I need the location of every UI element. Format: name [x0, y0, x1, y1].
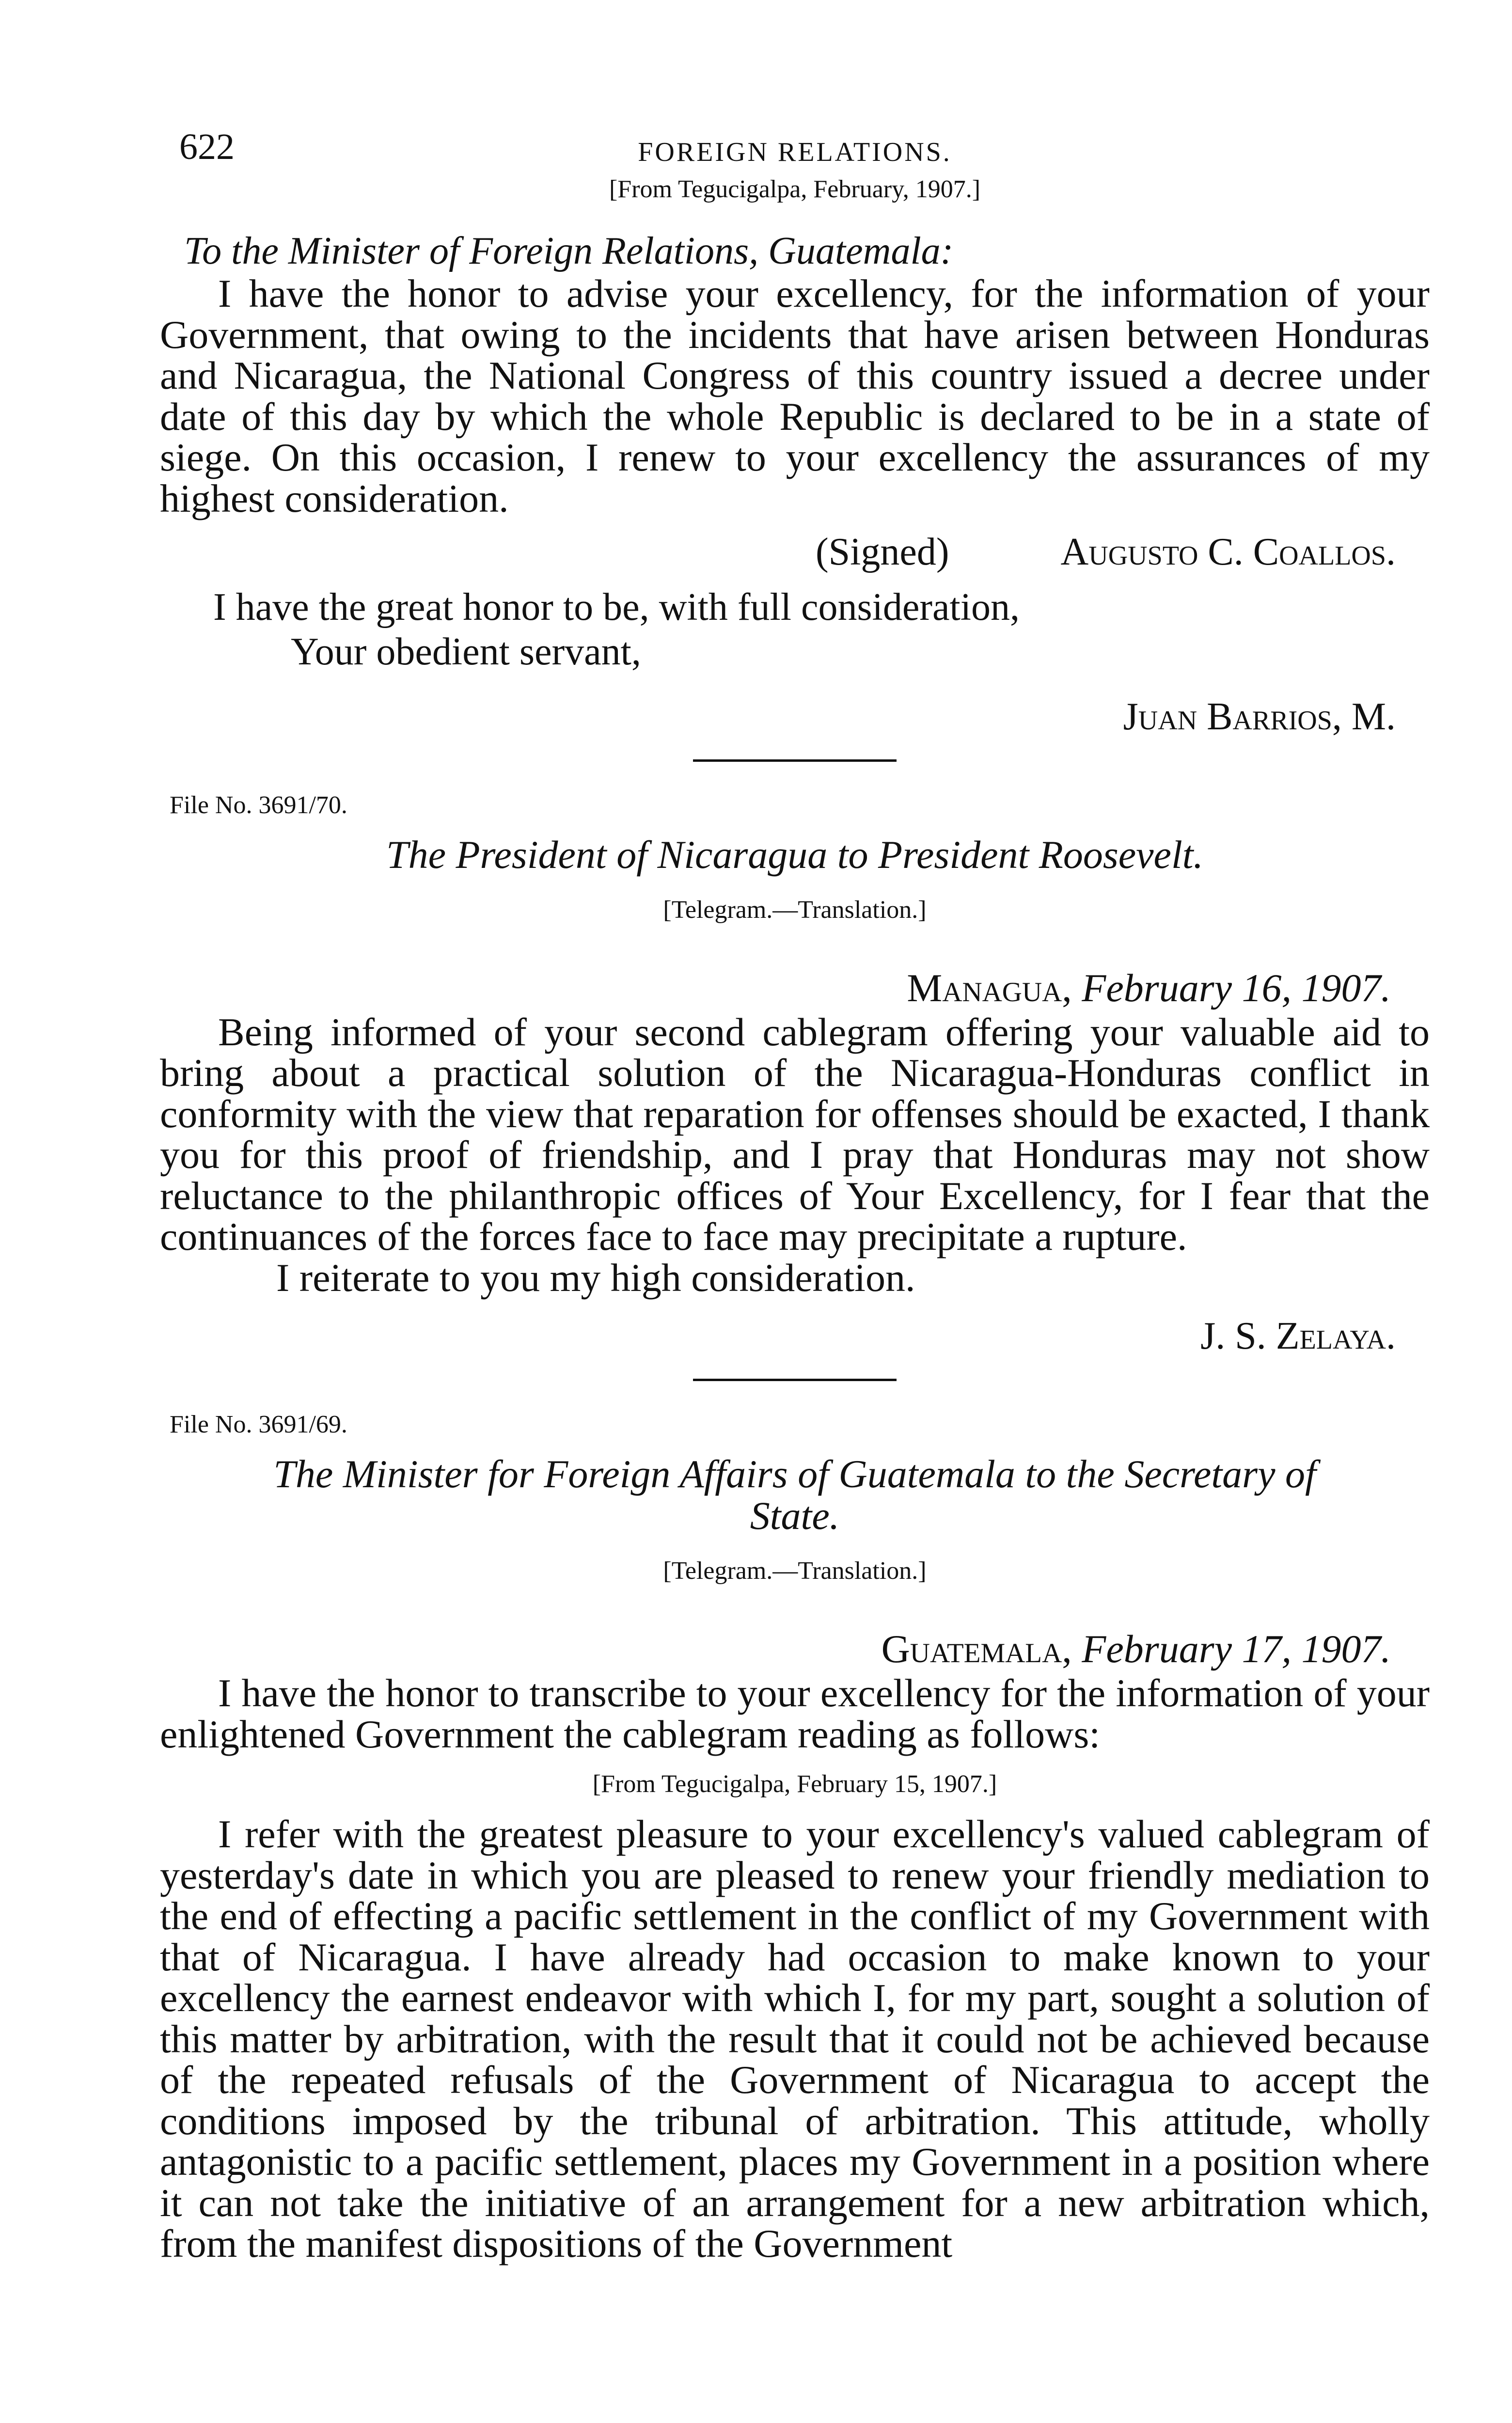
section-divider: [693, 1379, 897, 1381]
signature: Juan Barrios, M.: [1123, 695, 1396, 739]
document-title: [160, 1453, 1430, 1537]
telegram-note: [Telegram.—Translation.]: [663, 1557, 927, 1585]
signature: J. S. Zelaya.: [1200, 1315, 1396, 1358]
document-page: [160, 116, 1430, 2264]
letter-paragraph: I have the honor to advise your excellency, for the information of your Government, that owing to the incidents that have arisen between Honduras and Nicaragua, the National Congress of this country issued a decree under date of this day by which the whole Republic is declared to be in a state of siege. On this occasion, I renew to your excellency the assurances of my highest consideration.: [160, 271, 1430, 520]
source-note: [From Tegucigalpa, February, 1907.]: [609, 175, 981, 203]
letter-tegucigalpa: [160, 174, 1430, 762]
file-number: File No. 3691/70.: [170, 791, 347, 819]
source-note: [From Tegucigalpa, February 15, 1907.]: [592, 1770, 997, 1798]
dateline: [160, 964, 1430, 1012]
dateline-place: Guatemala,: [881, 1626, 1072, 1671]
section-divider: [693, 759, 897, 762]
signed-label: (Signed): [816, 531, 949, 574]
document-guatemala-telegram: [160, 1410, 1430, 2264]
document-title-line: State.: [750, 1494, 840, 1538]
dateline: [160, 1625, 1430, 1673]
closing: [160, 585, 1430, 674]
dateline-date: February 17, 1907.: [1082, 1626, 1391, 1671]
telegram-paragraph: I reiterate to you my high consideration.: [276, 1255, 915, 1300]
document-title: The President of Nicaragua to President Roosevelt.: [386, 833, 1204, 877]
salutation: To the Minister of Foreign Relations, Guatemala:: [184, 230, 954, 273]
dateline-date: February 16, 1907.: [1082, 965, 1391, 1010]
document-nicaragua-telegram: [160, 791, 1430, 1381]
closing-line: Your obedient servant,: [291, 630, 641, 674]
signed-line: [160, 529, 1430, 575]
signed-name: Augusto C. Coallos.: [1060, 531, 1396, 574]
document-title-line: The Minister for Foreign Affairs of Guatemala to the Secretary of: [273, 1452, 1316, 1496]
telegram-paragraph: Being informed of your second cablegram offering your valuable aid to bring about a practical solution of the Nicaragua-Honduras conflict in conformity with the view that reparation for offenses should be exacted, I thank you for this proof of friendship, and I pray that Honduras may not show reluctance to the philanthropic offices of Your Excellency, for I fear that the continuances of the forces face to face may precipitate a rupture.: [160, 1009, 1430, 1259]
running-head: FOREIGN RELATIONS.: [638, 137, 952, 167]
telegram-paragraph: I have the honor to transcribe to your excellency for the information of your enlightened Government the cablegram reading as follows:: [160, 1671, 1430, 1756]
file-number: File No. 3691/69.: [170, 1411, 347, 1439]
dateline-place: Managua,: [907, 965, 1072, 1010]
telegram-note: [Telegram.—Translation.]: [663, 896, 927, 924]
closing-line: I have the great honor to be, with full consideration,: [213, 586, 1020, 629]
page-header: [160, 116, 1430, 170]
page-number: 622: [179, 126, 235, 167]
cablegram-paragraph: I refer with the greatest pleasure to your excellency's valued cablegram of yesterday's date in which you are pleased to renew your friendly mediation to the end of effecting a pacific settlement in the conflict of my Government with that of Nicaragua. I have already had occasion to make known to your excellency the earnest endeavor with which I, for my part, sought a solution of this matter by arbitration, with the result that it could not be achieved because of the repeated refusals of the Government of Nicaragua to accept the conditions imposed by the tribunal of arbitration. This attitude, wholly antagonistic to a pacific settlement, places my Government in a position where it can not take the initiative of an arrangement for a new arbitration which, from the manifest dispositions of the Government: [160, 1812, 1430, 2266]
